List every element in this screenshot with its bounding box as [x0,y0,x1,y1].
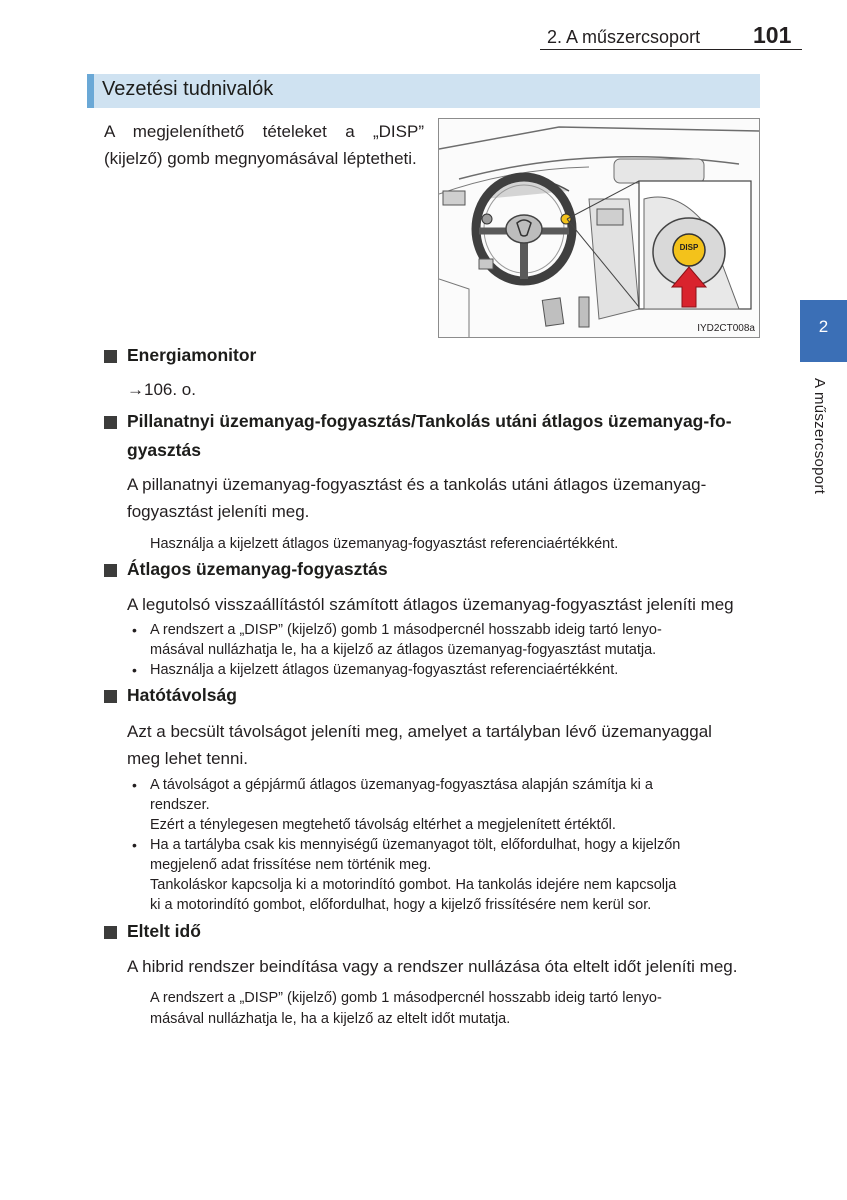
bullet-text: Használja a kijelzett átlagos üzemanyag-fogyasztást referenciaértékként. [150,662,619,678]
page-number: 101 [753,22,792,48]
heading-square-icon [104,350,117,363]
bullet-text: másával nullázhatja le, ha a kijelző az átlagos üzemanyag-fogyasztást mutatja. [150,642,657,658]
bullet-text: ki a motorindító gombot, előfordulhat, hogy a kijelző frissítésére nem kerül sor. [150,897,652,913]
bullet-glyph: • [132,622,137,638]
bullet-text: Ha a tartályba csak kis mennyiségű üzemanyagot tölt, előfordulhat, hogy a kijelzőn [150,837,681,853]
item-heading-instant-consumption-cont: gyasztás [127,440,201,460]
cockpit-drawing [439,119,759,337]
section-title: Vezetési tudnivalók [102,78,274,100]
chapter-title: 2. A műszercsoport [547,27,701,47]
bullet-text: A rendszert a „DISP” (kijelző) gomb 1 másodpercnél hosszabb ideig tartó lenyo- [150,622,662,638]
bullet-text: Tankoláskor kapcsolja ki a motorindító gombot. Ha tankolás idejére nem kapcsolja [150,877,677,893]
bullet-text: megjelenő adat frissítése nem történik meg. [150,857,432,873]
bullet-glyph: • [132,777,137,793]
figure-code: IYD2CT008a [697,323,755,334]
bullet-text: A távolságot a gépjármű átlagos üzemanyag-fogyasztása alapján számítja ki a [150,777,653,793]
item-text: A hibrid rendszer beindítása vagy a rendszer nullázása óta eltelt időt jeleníti meg. [127,957,738,976]
item-note: A rendszert a „DISP” (kijelző) gomb 1 másodpercnél hosszabb ideig tartó lenyo- [150,990,662,1006]
heading-square-icon [104,564,117,577]
item-text: A legutolsó visszaállítástól számított átlagos üzemanyag-fogyasztást jeleníti meg [127,595,734,614]
item-note: Használja a kijelzett átlagos üzemanyag-fogyasztást referenciaértékként. [150,536,619,552]
item-text: A pillanatnyi üzemanyag-fogyasztást és a tankolás utáni átlagos üzemanyag- [127,475,707,494]
header-divider [540,49,802,50]
item-text: fogyasztást jeleníti meg. [127,502,310,521]
bullet-glyph: • [132,662,137,678]
item-heading-range: Hatótávolság [127,685,237,705]
item-text: meg lehet tenni. [127,749,248,768]
heading-square-icon [104,416,117,429]
item-note: másával nullázhatja le, ha a kijelző az eltelt időt mutatja. [150,1011,511,1027]
item-text: Azt a becsült távolságot jeleníti meg, amelyet a tartályban lévő üzemanyaggal [127,722,712,741]
item-heading-energy-monitor: Energiamonitor [127,345,257,365]
item-heading-instant-consumption: Pillanatnyi üzemanyag-fogyasztás/Tankolás utáni átlagos üzemanyag-fo- [127,411,732,431]
item-heading-average-consumption: Átlagos üzemanyag-fogyasztás [127,559,388,579]
bullet-text: rendszer. [150,797,210,813]
bullet-glyph: • [132,837,137,853]
item-heading-elapsed-time: Eltelt idő [127,921,201,941]
heading-square-icon [104,926,117,939]
bullet-text: Ezért a ténylegesen megtehető távolság eltérhet a megjelenített értéktől. [150,817,616,833]
heading-square-icon [104,690,117,703]
chapter-tab-label: A műszercsoport [811,378,828,495]
chapter-tab [800,300,847,362]
chapter-tab-number: 2 [818,317,829,336]
dashboard-illustration [438,118,760,338]
page-reference: →106. o. [127,380,196,399]
section-heading-bar [87,74,760,108]
disp-button-label: DISP [679,243,699,252]
intro-paragraph: A megjeleníthető tételeket a „DISP” (kijelző) gomb megnyomásával léptetheti. [104,122,424,168]
